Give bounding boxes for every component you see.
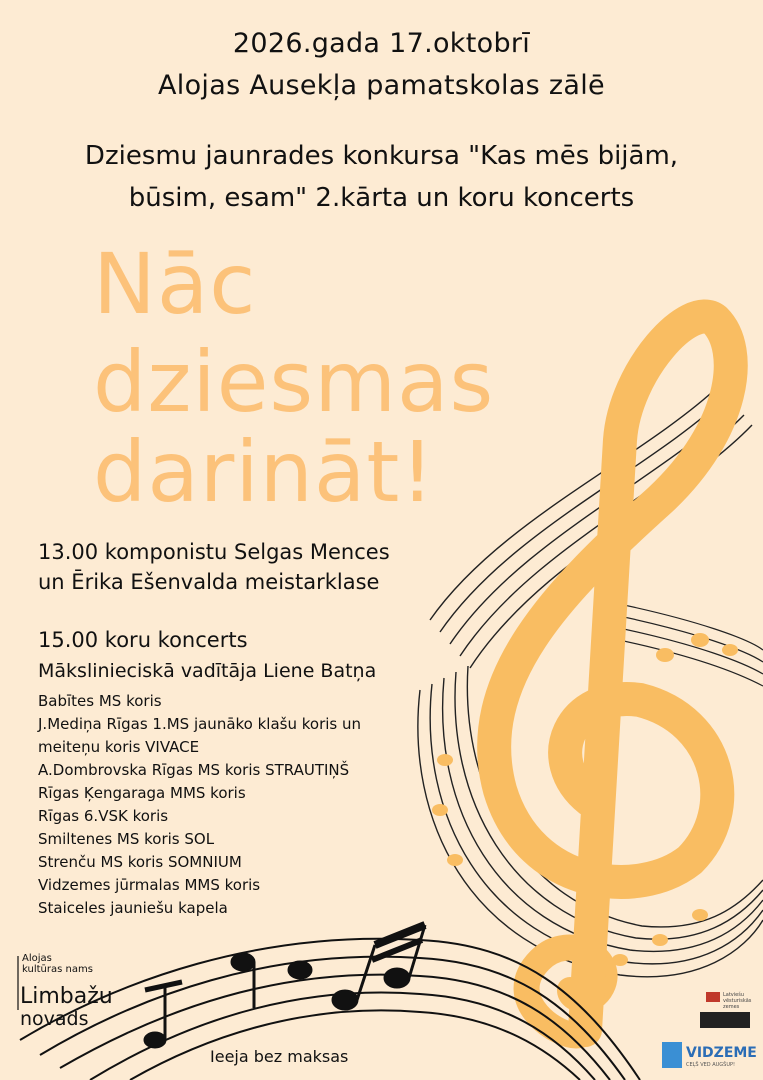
culture-house-logo-line1: Alojas bbox=[22, 953, 52, 964]
masterclass-line2: un Ērika Ešenvalda meistarklase bbox=[38, 570, 380, 594]
latvian-lands-logo-mark bbox=[706, 992, 720, 1002]
bottom-notes bbox=[144, 925, 425, 1048]
free-entry-note: Ieeja bez maksas bbox=[210, 1047, 349, 1066]
latvian-lands-text-2: vēsturiskās bbox=[723, 998, 752, 1004]
latvian-lands-text-3: zemes bbox=[723, 1004, 740, 1010]
slogan-line3: darināt! bbox=[93, 423, 435, 521]
event-date: 2026.gada 17.oktobrī bbox=[232, 28, 531, 59]
vidzeme-logo-text: VIDZEME bbox=[686, 1045, 757, 1061]
choir-item: Staiceles jauniešu kapela bbox=[38, 899, 228, 917]
vidzeme-logo-mark bbox=[662, 1042, 682, 1068]
ministry-logo-mark bbox=[700, 1012, 750, 1028]
municipality-logo-line1: Limbažu bbox=[20, 984, 113, 1009]
vidzeme-logo-tagline: CEĻŠ VED AUGŠUP! bbox=[686, 1062, 736, 1068]
artistic-director: Mākslinieciskā vadītāja Liene Batņa bbox=[38, 660, 377, 682]
choir-item: Rīgas 6.VSK koris bbox=[38, 807, 169, 825]
latvian-lands-logo bbox=[723, 992, 751, 1010]
municipality-logo-line2: novads bbox=[20, 1008, 89, 1030]
choir-item: Smiltenes MS koris SOL bbox=[38, 830, 215, 848]
choir-item: J.Mediņa Rīgas 1.MS jaunāko klašu koris un bbox=[38, 715, 362, 733]
latvian-lands-text-1: Latviešu bbox=[723, 992, 745, 998]
choir-item: Rīgas Ķengaraga MMS koris bbox=[38, 784, 246, 802]
concert-time: 15.00 koru koncerts bbox=[38, 628, 248, 652]
choir-item: Babītes MS koris bbox=[38, 692, 162, 710]
choir-item: Strenču MS koris SOMNIUM bbox=[38, 853, 242, 871]
slogan-line2: dziesmas bbox=[93, 333, 495, 431]
choir-item: A.Dombrovska Rīgas MS koris STRAUTIŅŠ bbox=[38, 761, 350, 779]
event-venue: Alojas Ausekļa pamatskolas zālē bbox=[158, 70, 605, 101]
contest-title-line2: būsim, esam" 2.kārta un koru koncerts bbox=[128, 183, 635, 213]
choir-item: meiteņu koris VIVACE bbox=[38, 738, 200, 756]
contest-title-line1: Dziesmu jaunrades konkursa "Kas mēs bijām, bbox=[84, 141, 679, 171]
slogan-line1: Nāc bbox=[93, 235, 257, 333]
masterclass-line1: 13.00 komponistu Selgas Mences bbox=[38, 540, 390, 564]
choir-item: Vidzemes jūrmalas MMS koris bbox=[38, 876, 261, 894]
treble-clef bbox=[494, 317, 731, 1036]
culture-house-logo-line2: kultūras nams bbox=[22, 964, 93, 975]
